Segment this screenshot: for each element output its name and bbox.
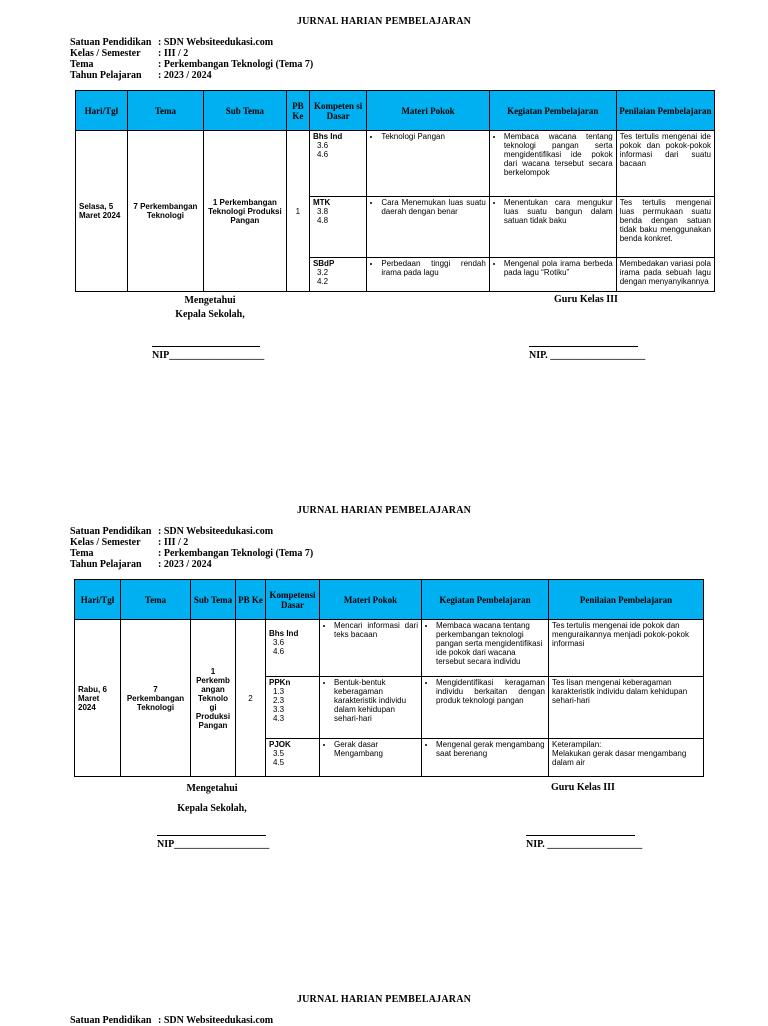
kegiatan-item: • Membaca wacana tentang teknologi pangan serta mengidentifikasi ide pokok dari wacana tersebut secara berkelompok (504, 132, 613, 177)
nip-right: NIP. ___________________ (526, 839, 643, 850)
kegiatan-cell (489, 197, 616, 258)
header-cell: Materi Pokok (320, 580, 422, 620)
header-cell: Tema (127, 91, 203, 131)
meta-key: Tema (70, 548, 94, 559)
kd-subject: SBdP (312, 259, 335, 268)
materi-cell (320, 620, 422, 677)
meta-key: Kelas / Semester (70, 537, 141, 548)
materi-cell (320, 739, 422, 777)
tema-cell: 7 Perkembangan Teknologi (121, 620, 191, 777)
header-cell: Hari/Tgl (76, 91, 128, 131)
kd-cell (266, 677, 320, 739)
materi-item: • Perbedaan tinggi rendah irama pada lagu (381, 259, 486, 277)
materi-item: • Cara Menemukan luas suatu daerah dengan benar (381, 198, 486, 216)
kegiatan-item: • Mengenal gerak mengambang saat berenang (436, 740, 545, 758)
materi-item: • Gerak dasar Mengambang (334, 740, 418, 758)
meta-value: : 2023 / 2024 (158, 70, 212, 81)
kegiatan-cell (422, 620, 549, 677)
header-cell: PB Ke (286, 91, 309, 131)
page-title: JURNAL HARIAN PEMBELAJARAN (296, 16, 472, 27)
header-row (75, 580, 704, 620)
meta-key: Kelas / Semester (70, 48, 141, 59)
kegiatan-cell (422, 739, 549, 777)
header-cell: Sub Tema (191, 580, 236, 620)
meta-key: Satuan Pendidikan (70, 526, 152, 537)
kd-cell (266, 739, 320, 777)
header-cell: Sub Tema (204, 91, 287, 131)
materi-item: • Mencari informasi dari teks bacaan (334, 621, 418, 639)
meta-key: Tema (70, 59, 94, 70)
materi-cell (320, 677, 422, 739)
penilaian-cell: Tes tertulis mengenai ide pokok dan menguraikannya menjadi pokok-pokok informasi (549, 620, 704, 677)
header-row (76, 91, 715, 131)
kd-numbers: 1.3 2.3 3.3 4.3 (273, 687, 285, 723)
header-cell: Kegiatan Pembelajaran (489, 91, 616, 131)
sign-label: Mengetahui (184, 295, 236, 306)
journal-table (74, 579, 704, 777)
materi-item: • Bentuk-bentuk keberagaman karakteristik individu dalam kehidupan sehari-hari (334, 678, 418, 723)
day-cell: Selasa, 5 Maret 2024 (76, 131, 128, 292)
signature-right: Guru Kelas III (551, 782, 615, 793)
sign-label: Kepala Sekolah, (177, 803, 247, 814)
meta-block (70, 37, 313, 81)
meta-key: Satuan Pendidikan (70, 1015, 152, 1026)
meta-value: : Perkembangan Teknologi (Tema 7) (158, 59, 314, 70)
nip-left: NIP___________________ (157, 839, 270, 850)
page-title: JURNAL HARIAN PEMBELAJARAN (296, 505, 472, 516)
kd-numbers: 3.2 4.2 (316, 268, 329, 286)
signature-line (157, 835, 266, 836)
materi-cell (367, 131, 490, 197)
table-row (75, 620, 704, 677)
kd-subject: PJOK (269, 740, 291, 749)
subtema-cell: 1 Perkemb angan Teknolo gi Produksi Pangan (191, 620, 236, 777)
kd-cell (309, 131, 366, 197)
kd-numbers: 3.8 4.8 (316, 207, 329, 225)
signature-line (152, 346, 260, 347)
header-cell: Kompetensi Dasar (266, 580, 320, 620)
kegiatan-cell (489, 131, 616, 197)
header-cell: Kompeten si Dasar (309, 91, 366, 131)
signature-line (526, 835, 635, 836)
meta-value: : SDN Websiteedukasi.com (158, 1015, 274, 1026)
meta-value: : Perkembangan Teknologi (Tema 7) (158, 548, 314, 559)
signature-right: Guru Kelas III (554, 294, 618, 305)
tema-cell: 7 Perkembangan Teknologi (127, 131, 203, 292)
signature-left (162, 782, 262, 816)
meta-value: : III / 2 (158, 48, 189, 59)
meta-block (70, 1015, 273, 1026)
kegiatan-item: • Mengidentifikasi keragaman individu berkaitan dengan produk teknologi pangan (436, 678, 545, 705)
kegiatan-cell (422, 677, 549, 739)
nip-left: NIP___________________ (152, 350, 265, 361)
signature-line (529, 346, 638, 347)
penilaian-cell: Membedakan variasi pola irama pada sebuah lagu dengan menyanyikannya (616, 258, 714, 292)
materi-cell (367, 197, 490, 258)
kd-subject: MTK (312, 198, 331, 207)
header-cell: Penilaian Pembelajaran (549, 580, 704, 620)
header-cell: Penilaian Pembelajaran (616, 91, 714, 131)
page-title: JURNAL HARIAN PEMBELAJARAN (296, 994, 472, 1005)
header-cell: Materi Pokok (367, 91, 490, 131)
materi-cell (367, 258, 490, 292)
kd-subject: Bhs Ind (269, 629, 299, 638)
penilaian-cell: Tes tertulis mengenai ide pokok dan pokok-pokok informasi dari suatu bacaan (616, 131, 714, 197)
header-cell: Kegiatan Pembelajaran (422, 580, 549, 620)
kd-numbers: 3.6 4.6 (273, 638, 285, 656)
meta-key: Satuan Pendidikan (70, 37, 152, 48)
sign-label: Mengetahui (186, 783, 238, 794)
kd-subject: Bhs Ind (312, 132, 343, 141)
pb-cell: 2 (236, 620, 266, 777)
penilaian-cell: Keterampilan: Melakukan gerak dasar mengambang dalam air (549, 739, 704, 777)
kd-cell (309, 258, 366, 292)
header-cell: Hari/Tgl (75, 580, 121, 620)
meta-value: : SDN Websiteedukasi.com (158, 37, 274, 48)
pb-cell: 1 (286, 131, 309, 292)
kd-cell (309, 197, 366, 258)
meta-value: : III / 2 (158, 537, 189, 548)
penilaian-cell: Tes lisan mengenai keberagaman karakteristik individu dalam kehidupan sehari-hari (549, 677, 704, 739)
kd-numbers: 3.5 4.5 (273, 749, 285, 767)
kd-cell (266, 620, 320, 677)
kegiatan-item: • Menentukan cara mengukur luas suatu bangun dalam satuan tidak baku (504, 198, 613, 225)
header-cell: Tema (121, 580, 191, 620)
kegiatan-item: • Mengenal pola irama berbeda pada lagu “Rotiku” (504, 259, 613, 277)
subtema-cell: 1 Perkembangan Teknologi Produksi Pangan (204, 131, 287, 292)
meta-value: : SDN Websiteedukasi.com (158, 526, 274, 537)
header-cell: PB Ke (236, 580, 266, 620)
meta-key: Tahun Pelajaran (70, 559, 142, 570)
materi-item: • Teknologi Pangan (381, 132, 486, 141)
meta-block (70, 526, 313, 570)
kd-subject: PPKn (269, 678, 291, 687)
meta-value: : 2023 / 2024 (158, 559, 212, 570)
kd-numbers: 3.6 4.6 (316, 141, 329, 159)
table-row (76, 131, 715, 197)
meta-key: Tahun Pelajaran (70, 70, 142, 81)
kegiatan-cell (489, 258, 616, 292)
journal-table (75, 90, 715, 292)
signature-left (160, 294, 260, 322)
nip-right: NIP. ___________________ (529, 350, 646, 361)
day-cell: Rabu, 6 Maret 2024 (75, 620, 121, 777)
sign-label: Kepala Sekolah, (175, 309, 245, 320)
penilaian-cell: Tes tertulis mengenai luas permukaan suatu benda dengan satuan tidak baku menggunakan benda konkret. (616, 197, 714, 258)
kegiatan-item: • Membaca wacana tentang perkembangan teknologi pangan serta mengidentifikasi ide pokok dari wacana tersebut secara individu (436, 621, 545, 666)
